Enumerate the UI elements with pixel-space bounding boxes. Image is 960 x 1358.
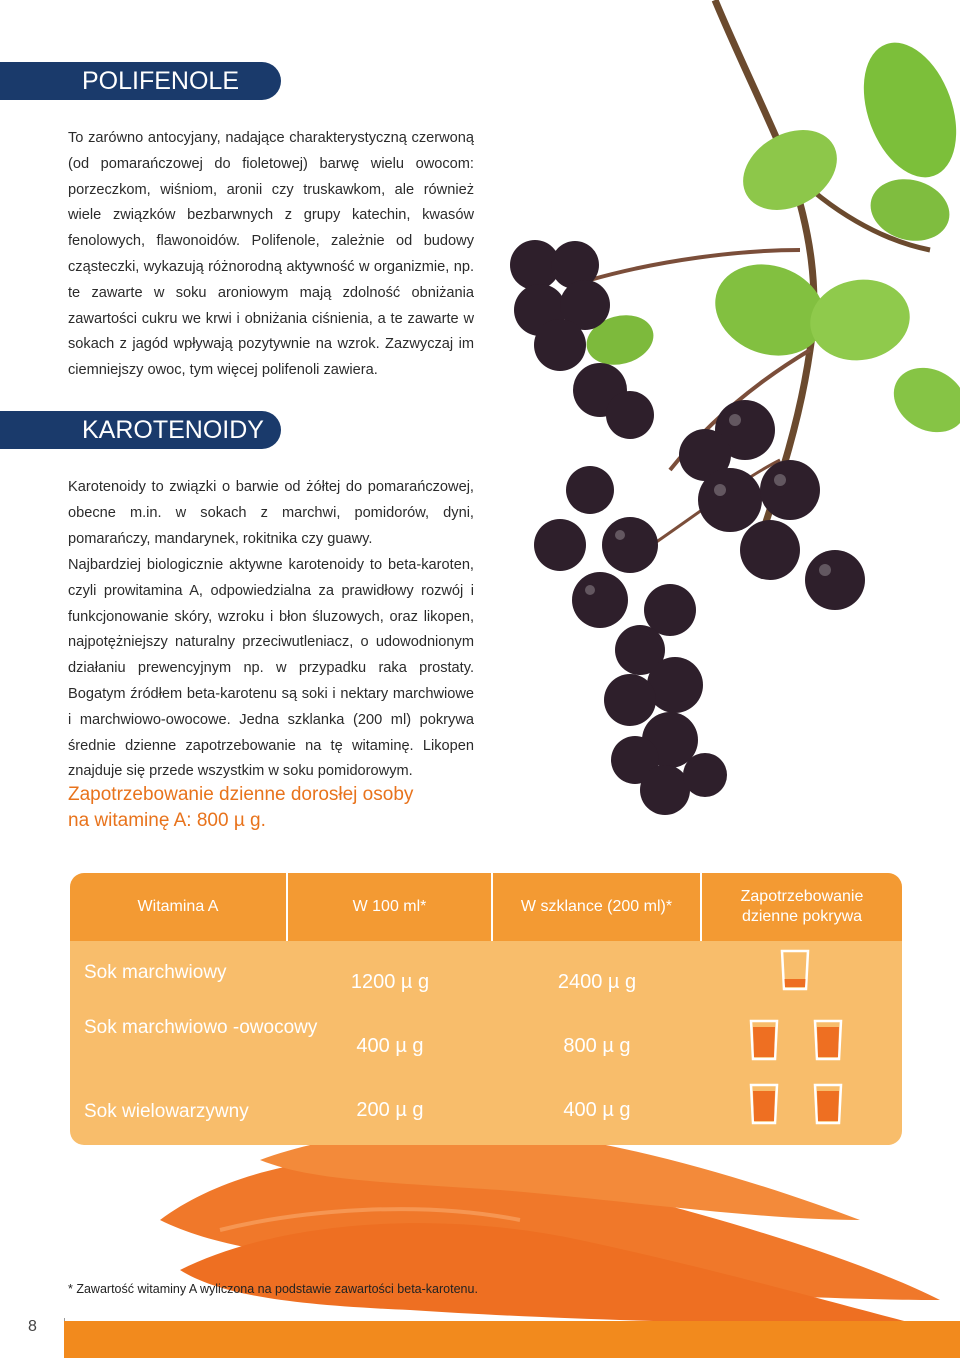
header-cell: Zapotrzebowanie dzienne pokrywa xyxy=(740,888,864,925)
row-name: Sok marchwiowy xyxy=(84,962,227,983)
glass-full-icon xyxy=(813,1019,843,1061)
value-per-glass: 400 µ g xyxy=(563,1099,631,1121)
polifenole-paragraph: To zarówno antocyjany, nadające charakterystyczną czerwoną (od pomarańczowej do fioletowej) barwę wielu owocom: porzeczkom, wiśniom, aronii czy truskawkom, ale również wiele związków bezbarwnych z grupy katechin, kwasów fenolowych, flawonoidów. Polifenole, zależnie od budowy cząsteczki, wykazują różnorodną aktywność w organizmie, np. te zawarte w soku aroniowym mają zdolność obniżania zawartości cukru we krwi i obniżania ciśnienia, a te zawarte w sokach z jagód wpływają pozytywnie na wzrok. Zazwyczaj im ciemniejszy owoc, tym więcej polifenoli zawiera. xyxy=(68,130,474,379)
requirement-line-2: na witaminę A: 800 µ g. xyxy=(68,810,266,831)
vitamin-a-table xyxy=(70,873,902,1145)
daily-requirement-note xyxy=(68,782,488,834)
header-cell: W szklance (200 ml)* xyxy=(520,898,673,915)
karotenoidy-paragraph-1: Karotenoidy to związki o barwie od żółtej do pomarańczowej, obecne m.in. w sokach z marchwi, pomidorów, dyni, pomarańczy, mandarynek, rokitnika czy guawy. xyxy=(68,479,474,547)
glass-partial-icon xyxy=(780,949,810,991)
chokeberry-illustration xyxy=(490,0,960,870)
header-cell: Witamina A xyxy=(137,898,219,915)
value-per-100ml: 1200 µ g xyxy=(350,971,430,993)
table-header xyxy=(70,873,902,941)
row-name: Sok wielowarzywny xyxy=(84,1101,249,1122)
section-heading-karotenoidy: KAROTENOIDY xyxy=(0,411,281,449)
requirement-line-1: Zapotrzebowanie dzienne dorosłej osoby xyxy=(68,784,414,805)
row-name: Sok marchwiowo -owocowy xyxy=(84,1017,318,1038)
karotenoidy-paragraph-2: Najbardziej biologicznie aktywne karotenoidy to beta-karoten, czyli prowitamina A, odpowiedzialna za prawidłowy rozwój i funkcjonowanie skóry, wzroku i błon śluzowych, oraz likopen, najpotężniejszy naturalny przeciwutleniacz, o udowodnionym działaniu prewencyjnym np. w przypadku raka prostaty. Bogatym źródłem beta-karotenu są soki i nektary marchwiowe i marchwiowo-owocowe. Jedna szklanka (200 ml) pokrywa średnie dzienne zapotrzebowanie na tę witaminę. Likopen znajduje się przede wszystkim w soku pomidorowym. xyxy=(68,557,474,780)
glass-full-icon xyxy=(813,1083,843,1125)
section-heading-polifenole: POLIFENOLE xyxy=(0,62,281,100)
value-per-100ml: 200 µ g xyxy=(356,1099,424,1121)
page-number: 8 xyxy=(28,1318,37,1335)
value-per-glass: 2400 µ g xyxy=(557,971,637,993)
table-body xyxy=(70,941,902,1145)
footnote: * Zawartość witaminy A wyliczona na podstawie zawartości beta-karotenu. xyxy=(68,1282,478,1296)
glass-full-icon xyxy=(749,1019,779,1061)
value-per-glass: 800 µ g xyxy=(563,1035,631,1057)
glass-full-icon xyxy=(749,1083,779,1125)
header-cell: W 100 ml* xyxy=(352,898,427,915)
footer-bar xyxy=(64,1321,960,1358)
value-per-100ml: 400 µ g xyxy=(356,1035,424,1057)
